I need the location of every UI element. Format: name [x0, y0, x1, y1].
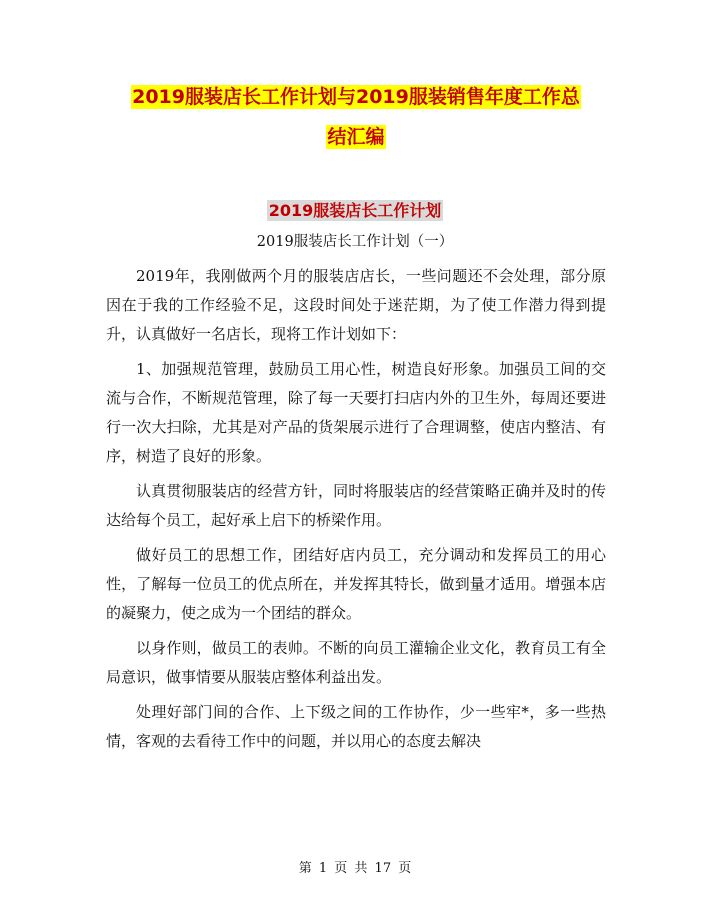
paragraph-6: 处理好部门间的合作、上下级之间的工作协作，少一些牢*，多一些热情，客观的去看待工作中的问题，并以用心的态度去解决: [106, 703, 606, 750]
document-title-text-2: 结汇编: [327, 126, 385, 148]
section-title: [0, 199, 710, 223]
paragraph-4: 做好员工的思想工作，团结好店内员工，充分调动和发挥员工的用心性，了解每一位员工的优点所在，并发挥其特长，做到量才适用。增强本店的凝聚力，使之成为一个团结的群众。: [106, 546, 606, 622]
paragraph-5: 以身作则，做员工的表帅。不断的向员工灌输企业文化，教育员工有全局意识，做事情要从服装店整体利益出发。: [106, 639, 606, 686]
page-footer: 第 1 页 共 17 页: [298, 861, 412, 876]
body-text: [106, 262, 606, 762]
section-title-text: 2019服装店长工作计划: [268, 201, 442, 220]
sub-title: 2019服装店长工作计划（一）: [256, 234, 454, 250]
document-title-text-1: 2019服装店长工作计划与2019服装销售年度工作总: [132, 86, 580, 108]
paragraph-3: 认真贯彻服装店的经营方针，同时将服装店的经营策略正确并及时的传达给每个员工，起好承上启下的桥梁作用。: [106, 482, 606, 529]
paragraph-1: 2019年，我刚做两个月的服装店店长，一些问题还不会处理，部分原因在于我的工作经验不足，这段时间处于迷茫期，为了使工作潜力得到提升，认真做好一名店长，现将工作计划如下：: [106, 267, 606, 343]
paragraph-2: 1、加强规范管理，鼓励员工用心性，树造良好形象。加强员工间的交流与合作，不断规范管理，除了每一天要打扫店内外的卫生外，每周还要进行一次大扫除，尤其是对产品的货架展示进行了合理调整，使店内整洁、有序，树造了良好的形象。: [106, 360, 606, 465]
document-title-line-2: [106, 124, 606, 150]
document-title-line-1: [106, 84, 606, 110]
